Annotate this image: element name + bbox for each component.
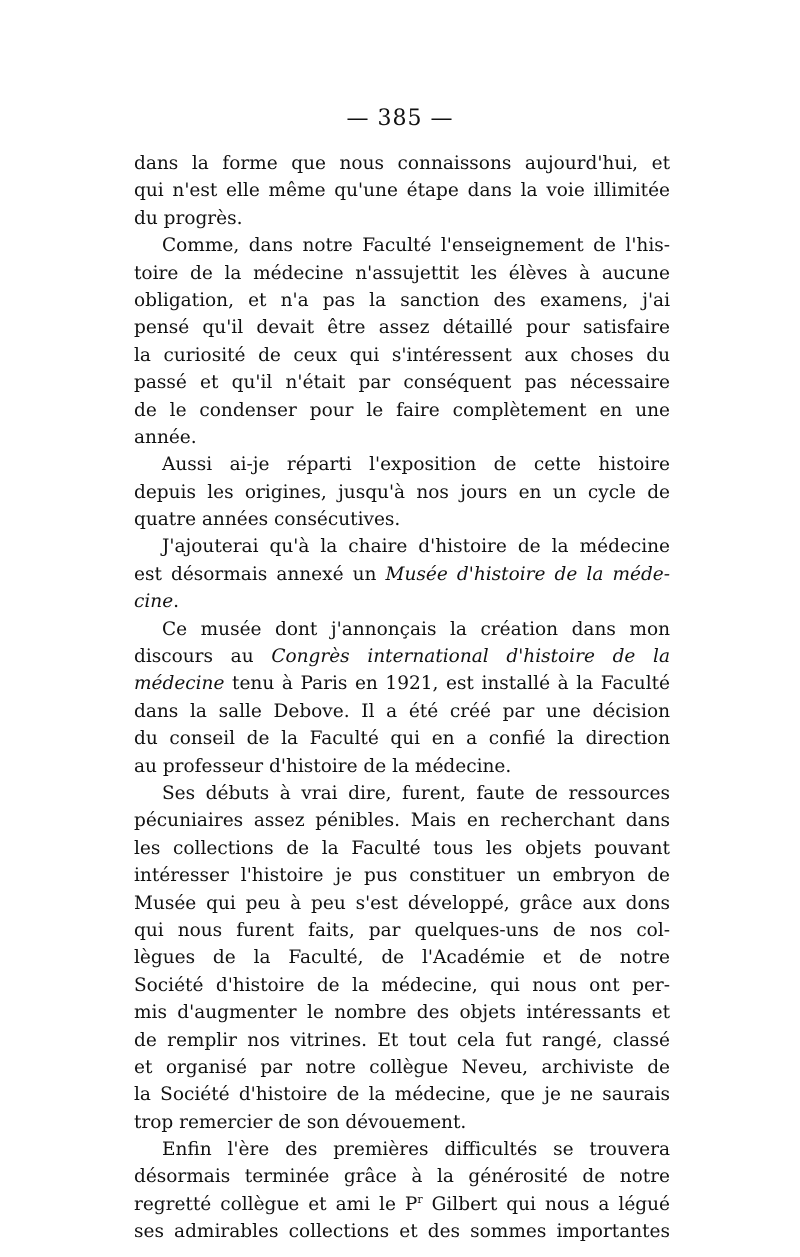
text-line: quatre années consécutives. bbox=[134, 509, 401, 531]
superscript: r bbox=[417, 1192, 423, 1206]
text-line: mis d'augmenter le nombre des objets intéressants et bbox=[134, 1002, 670, 1024]
text-line: obligation, et n'a pas la sanction des examens, j'ai bbox=[134, 289, 670, 311]
text-line: au professeur d'histoire de la médecine. bbox=[134, 755, 512, 777]
text-line bbox=[134, 643, 670, 670]
text-line: la Société d'histoire de la médecine, que je ne saurais bbox=[134, 1084, 670, 1106]
text-line: lègues de la Faculté, de l'Académie et de notre bbox=[134, 947, 670, 969]
italic-title: cine bbox=[134, 591, 174, 613]
text-line: les collections de la Faculté tous les objets pouvant bbox=[134, 837, 670, 859]
text-line: toire de la médecine n'assujettit les élèves à aucune bbox=[134, 262, 670, 284]
text-run: discours au bbox=[134, 646, 272, 668]
text-line: ses admirables collections et des sommes importantes bbox=[134, 1221, 670, 1243]
text-line bbox=[134, 670, 670, 697]
italic-title: médecine bbox=[134, 673, 225, 695]
text-line: dans la forme que nous connaissons aujourd'hui, et bbox=[134, 153, 670, 174]
text-run: tenu à Paris en 1921, est installé à la Faculté bbox=[224, 673, 670, 695]
text-line: et organisé par notre collègue Neveu, archiviste de bbox=[134, 1056, 670, 1078]
paragraph-first-line: Comme, dans notre Faculté l'enseignement de l'his- bbox=[162, 235, 670, 257]
text-line: qui nous furent faits, par quelques-uns de nos col- bbox=[134, 919, 670, 941]
text-line: dans la salle Debove. Il a été créé par une décision bbox=[134, 700, 670, 722]
text-line: du conseil de la Faculté qui en a confié la direction bbox=[134, 728, 670, 750]
text-run: Gilbert qui nous a légué bbox=[422, 1193, 670, 1215]
text-line: pécuniaires assez pénibles. Mais en recherchant dans bbox=[134, 810, 670, 832]
text-line bbox=[134, 1191, 670, 1218]
text-run: . bbox=[173, 591, 180, 613]
text-line: trop remercier de son dévouement. bbox=[134, 1111, 467, 1133]
text-line: depuis les origines, jusqu'à nos jours en un cycle de bbox=[134, 481, 670, 503]
paragraph-first-line: Aussi ai-je réparti l'exposition de cette histoire bbox=[162, 454, 670, 476]
text-run: regretté collègue et ami le P bbox=[134, 1193, 418, 1215]
body-text bbox=[134, 150, 670, 1246]
text-line: de remplir nos vitrines. Et tout cela fut rangé, classé bbox=[134, 1029, 670, 1051]
italic-title: Congrès international d'histoire de la bbox=[271, 646, 670, 668]
text-line bbox=[134, 561, 670, 588]
text-line bbox=[134, 588, 670, 615]
text-line: année. bbox=[134, 426, 197, 448]
text-line: désormais terminée grâce à la générosité de notre bbox=[134, 1166, 670, 1188]
paragraph-first-line: J'ajouterai qu'à la chaire d'histoire de la médecine bbox=[162, 536, 670, 558]
text-line: qui n'est elle même qu'une étape dans la voie illimitée bbox=[134, 180, 670, 202]
text-line: Société d'histoire de la médecine, qui nous ont per- bbox=[134, 974, 670, 996]
page-number: — 385 — bbox=[346, 106, 454, 131]
text-line: Musée qui peu à peu s'est développé, grâce aux dons bbox=[134, 892, 670, 914]
text-line: du progrès. bbox=[134, 207, 243, 229]
paragraph-first-line: Ses débuts à vrai dire, furent, faute de ressources bbox=[162, 782, 670, 804]
paragraph-first-line: Enfin l'ère des premières difficultés se trouvera bbox=[162, 1139, 670, 1161]
paragraph-first-line: Ce musée dont j'annonçais la création dans mon bbox=[162, 618, 670, 640]
text-line: de le condenser pour le faire complètement en une bbox=[134, 399, 670, 421]
text-line: la curiosité de ceux qui s'intéressent aux choses du bbox=[134, 344, 670, 366]
text-line: pensé qu'il devait être assez détaillé pour satisfaire bbox=[134, 317, 670, 339]
text-line: intéresser l'histoire je pus constituer un embryon de bbox=[134, 865, 670, 887]
italic-title: Musée d'histoire de la méde- bbox=[385, 563, 670, 585]
text-line: passé et qu'il n'était par conséquent pas nécessaire bbox=[134, 372, 670, 394]
text-run: est désormais annexé un bbox=[134, 563, 386, 585]
